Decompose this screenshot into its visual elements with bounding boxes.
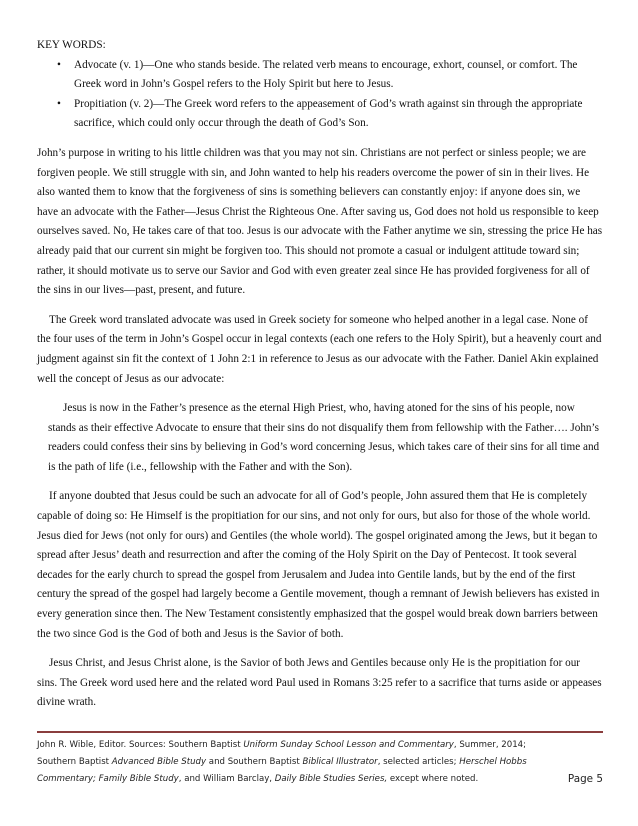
footer-text: , selected articles; — [377, 757, 460, 768]
footer-text: and Southern Baptist — [206, 757, 303, 768]
keyword-text: Advocate (v. 1)—One who stands beside. The related verb means to encourage, exhort, counsel, or comfort. The Greek word in John’s Gospel refers to the Holy Spirit but here to Jesus. — [74, 58, 578, 91]
keywords-list — [37, 56, 603, 134]
footer-title: Herschel Hobbs Commentary; Family Bible Study — [37, 757, 527, 785]
footer-text: , and William Barclay, — [178, 774, 275, 785]
body-paragraph: John’s purpose in writing to his little children was that you may not sin. Christians are not perfect or sinless people; we are forgiven people. We still struggle with sin, and John wanted to help his readers overcome the power of sin in their lives. He also wanted them to know that the forgiveness of sins is something believers can constantly enjoy: if anyone does sin, we have an advocate with the Father—Jesus Christ the Righteous One. After saving us, God does not hold us responsible to keep ourselves saved. No, He takes care of that too. Jesus is our advocate with the Father anytime we sin, stressing the price He has already paid that our current sin might be forgiven too. This should not promote a casual or indulgent attitude toward sin; rather, it should motivate us to serve our Savior and God with even greater zeal since He has provided forgiveness for all of the sins in our lives—past, present, and future. — [37, 146, 603, 297]
page-number: Page 5 — [567, 773, 603, 786]
footer-title: Uniform Sunday School Lesson and Commentary — [243, 740, 454, 750]
document-body — [37, 36, 603, 713]
footer-text: , Summer, 2014; Southern Baptist — [37, 740, 527, 768]
keywords-heading: KEY WORDS: — [37, 39, 106, 51]
body-paragraph: If anyone doubted that Jesus could be such an advocate for all of God’s people, John assured them that He is completely capable of doing so: He Himself is the propitiation for our sins, and not only for ours, but also for those of the whole world. Jesus died for Jews (not only for ours) and Gentiles (the whole world). The gospel originated among the Jews, but it began to spread after Jesus’ death and resurrection and after the coming of the Holy Spirit on the Day of Pentecost. It took several decades for the early church to spread the gospel from Jerusalem and Judea into Gentile lands, but by the end of the first century the spread of the gospel had largely become a Gentile movement, though a remnant of Jewish believers has existed in every generation since then. The New Testament consistently emphasized that the gospel would break down barriers between the two since God is the God of both and Jesus is the Savior of both. — [37, 490, 600, 640]
keyword-text: Propitiation (v. 2)—The Greek word refers to the appeasement of God’s wrath against sin through the appropriate sacrifice, which could only occur through the death of God’s Son. — [74, 97, 583, 130]
keyword-item — [37, 56, 603, 95]
footer-divider — [37, 731, 603, 733]
footer-title: Advanced Bible Study — [111, 757, 207, 768]
block-quote: Jesus is now in the Father’s presence as the eternal High Priest, who, having atoned for the sins of his people, now stands as their effective Advocate to ensure that their sins do not disqualify them from fellowship with the Father…. John’s readers could confess their sins by believing in God’s word concerning Jesus, which takes care of their sins for all time and is the path of life (i.e., fellowship with the Father and with the Son). — [48, 402, 600, 473]
page-footer — [37, 737, 603, 789]
bullet-icon: • — [57, 58, 61, 71]
footer-title: Daily Bible Studies Series, — [274, 774, 388, 785]
footer-text: John R. Wible, Editor. Sources: Southern Baptist — [37, 740, 244, 750]
footer-sources — [37, 737, 555, 789]
keyword-item — [37, 95, 603, 134]
footer-text: except where noted. — [387, 774, 479, 785]
footer-title: Biblical Illustrator — [302, 757, 378, 768]
body-paragraph: The Greek word translated advocate was used in Greek society for someone who helped another in a legal case. None of the four uses of the term in John’s Gospel occur in legal contexts (each one refers to the Holy Spirit), but a heavenly court and judgment against sin fit the context of 1 John 2:1 in reference to Jesus as our advocate with the Father. Daniel Akin explained well the concept of Jesus as our advocate: — [37, 313, 602, 385]
bullet-icon: • — [57, 97, 61, 110]
body-paragraph: Jesus Christ, and Jesus Christ alone, is the Savior of both Jews and Gentiles because only He is the propitiation for our sins. The Greek word used here and the related word Paul used in Romans 3:25 refer to a sacrifice that turns aside or appeases divine wrath. — [37, 657, 602, 709]
